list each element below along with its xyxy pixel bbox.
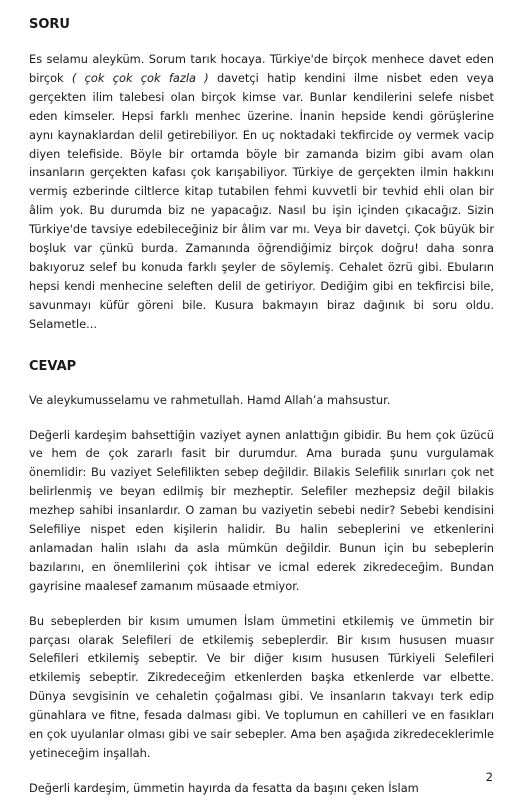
answer-paragraph-1: Değerli kardeşim bahsettiğin vaziyet aynen anlattığın gibidir. Bu hem çok üzücü ve hem de çok zararlı fasit bir durumdur. Ama burada şunu vurgulamak önemlidir: Bu vaziyet Selefilikten sebep değildir. Bilakis Selefilik sınırları çok net belirlenmiş ve beyan edilmiş bir mezheptir. Selefiler mezhepsiz değil bilakis mezhep sahibi insanlardır. O zaman bu vaziyetin sebebi nedir? Sebebi kendisini Selefiliye nispet eden kişilerin halidir. Bu halin sebeplerini ve etkenlerini anlamadan halin ıslahı da asla mümkün değildir. Bunun için bu sebeplerin bazılarını, en önemlilerini çok ihtisar ve icmal ederek zikredeceğim. Bundan gayrisine maalesef zamanım müsaade etmiyor. [29,427,494,593]
answer-greeting: Ve aleykumusselamu ve rahmetullah. Hamd Allah’a mahsustur. [29,392,391,407]
answer-paragraph-3: Değerli kardeşim, ümmetin hayırda da fesatta da başını çeken İslam [29,780,419,795]
question-text-start: Es selamu aleyküm. Sorum tarık hocaya. Türkiye'de birçok menhece davet eden birçok [29,52,494,85]
answer-paragraph-2: Bu sebeplerden bir kısım umumen İslam ümmetini etkilemiş ve ümmetin bir parçası olarak Selefileri de etkilemiş sebeplerdir. Bir kısım hususen muasır Selefileri etkilemiş sebeptir. Ve bir diğer kısım hususen Türkiyeli Selefileri etkilemiş sebeptir. Zikredeceğim etkenlerden başka etkenlerde var elbette. Dünya sevgisinin ve cehaletin çoğalması gibi. Ve insanların takvayı terk edip günahlara ve fitne, fesada dalması gibi. Ve toplumun en cahilleri ve en fasıkları en çok uyulanlar olması gibi ve sair sebepler. Ama ben aşağıda zikredeceklerimle yetineceğim inşallah. [29,613,494,760]
question-text-italic: ( çok çok çok fazla ) [71,70,209,85]
question-text-end: davetçi hatip kendini ilme nisbet eden veya gerçekten ilim talebesi olan birçok kimse var. Bunlar kendilerini selefe nisbet eden kimseler. Hepsi farklı menhec üzerine. İnanin hepside kendi görüşlerine aynı kaynaklardan delil getirebiliyor. En uç noktadaki tekfircide oy vermek vacip diyen telefiside. Böyle bir ortamda böyle bir zamanda bizim gibi avam olan insanların gerçekten kafası çok karışabiliyor. Türkiye de gerçekten ilmin hakkını vermiş ezberinde ciltlerce kitap tutabilen fehmi kuvvetli bir tevhid ehli olan bir âlim yok. Bu durumda biz ne yapacağız. Nasıl bu işin içinden çıkacağız. Sizin Türkiye'de tavsiye edebileceğiniz bir âlim var mı. Veya bir davetçi. Çok büyük bir boşluk var çünkü burda. Zamanında öğrendiğimiz birçok doğru! daha sonra bakıyoruz selef bu konuda farklı şeyler de söylemiş. Cehalet özrü gibi. Ebuların hepsi kendi menhecine seleften delil de getiriyor. Dediğim gibi en tekfircisi bile, savunmayı küfür göreni bile. Kusura bakmayın biraz dağınık bi soru oldu. Selametle... [29,70,495,331]
question-heading: SORU [29,17,70,32]
document-page [29,0,494,798]
question-paragraph [29,50,494,334]
answer-heading: CEVAP [29,358,77,374]
page-number: 2 [485,770,493,784]
